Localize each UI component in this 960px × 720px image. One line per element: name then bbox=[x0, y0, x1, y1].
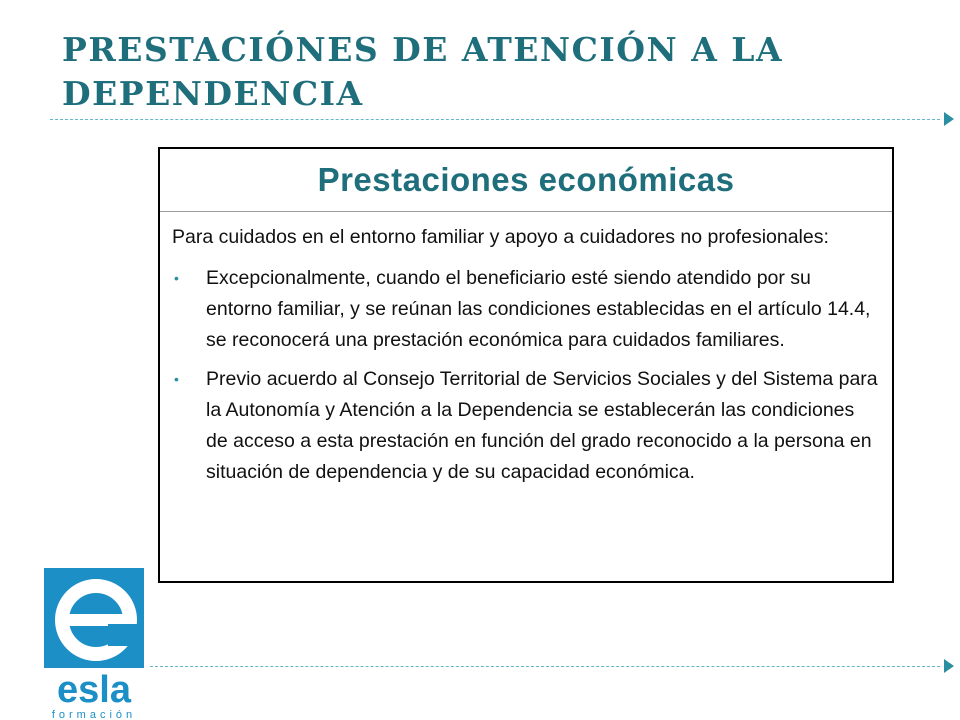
bullet-text: Previo acuerdo al Consejo Territorial de Servicios Sociales y del Sistema para la Autonomía y Atención a la Dependencia se establecerán las condiciones de acceso a esta prestación en función del grado reconocido a la persona en situación de dependencia y de su capacidad económica. bbox=[206, 368, 878, 483]
list-item bbox=[172, 263, 878, 356]
list-item bbox=[172, 364, 878, 488]
box-body bbox=[160, 212, 892, 488]
bullet-text: Excepcionalmente, cuando el beneficiario esté siendo atendido por su entorno familiar, y se reúnan las condiciones establecidas en el artículo 14.4, se reconocerá una prestación económica para cuidados familiares. bbox=[206, 267, 871, 351]
top-divider bbox=[50, 119, 940, 120]
content-box bbox=[158, 147, 894, 583]
logo-subtitle: formación bbox=[51, 709, 137, 720]
slide-title: PRESTACIÓNES DE ATENCIÓN A LA DEPENDENCIA bbox=[62, 30, 784, 113]
esla-e-icon bbox=[44, 568, 144, 668]
divider-arrow-icon bbox=[944, 112, 954, 126]
esla-logo bbox=[44, 568, 144, 720]
box-heading: Prestaciones económicas bbox=[160, 149, 892, 212]
logo-brand: esla bbox=[57, 669, 131, 711]
bullet-list bbox=[172, 263, 878, 488]
intro-text: Para cuidados en el entorno familiar y apoyo a cuidadores no profesionales: bbox=[172, 226, 829, 248]
bullet-icon: • bbox=[174, 371, 179, 387]
esla-wordmark bbox=[44, 668, 144, 720]
divider-arrow-icon bbox=[944, 659, 954, 673]
bottom-divider bbox=[150, 666, 940, 667]
bullet-icon: • bbox=[174, 270, 179, 286]
